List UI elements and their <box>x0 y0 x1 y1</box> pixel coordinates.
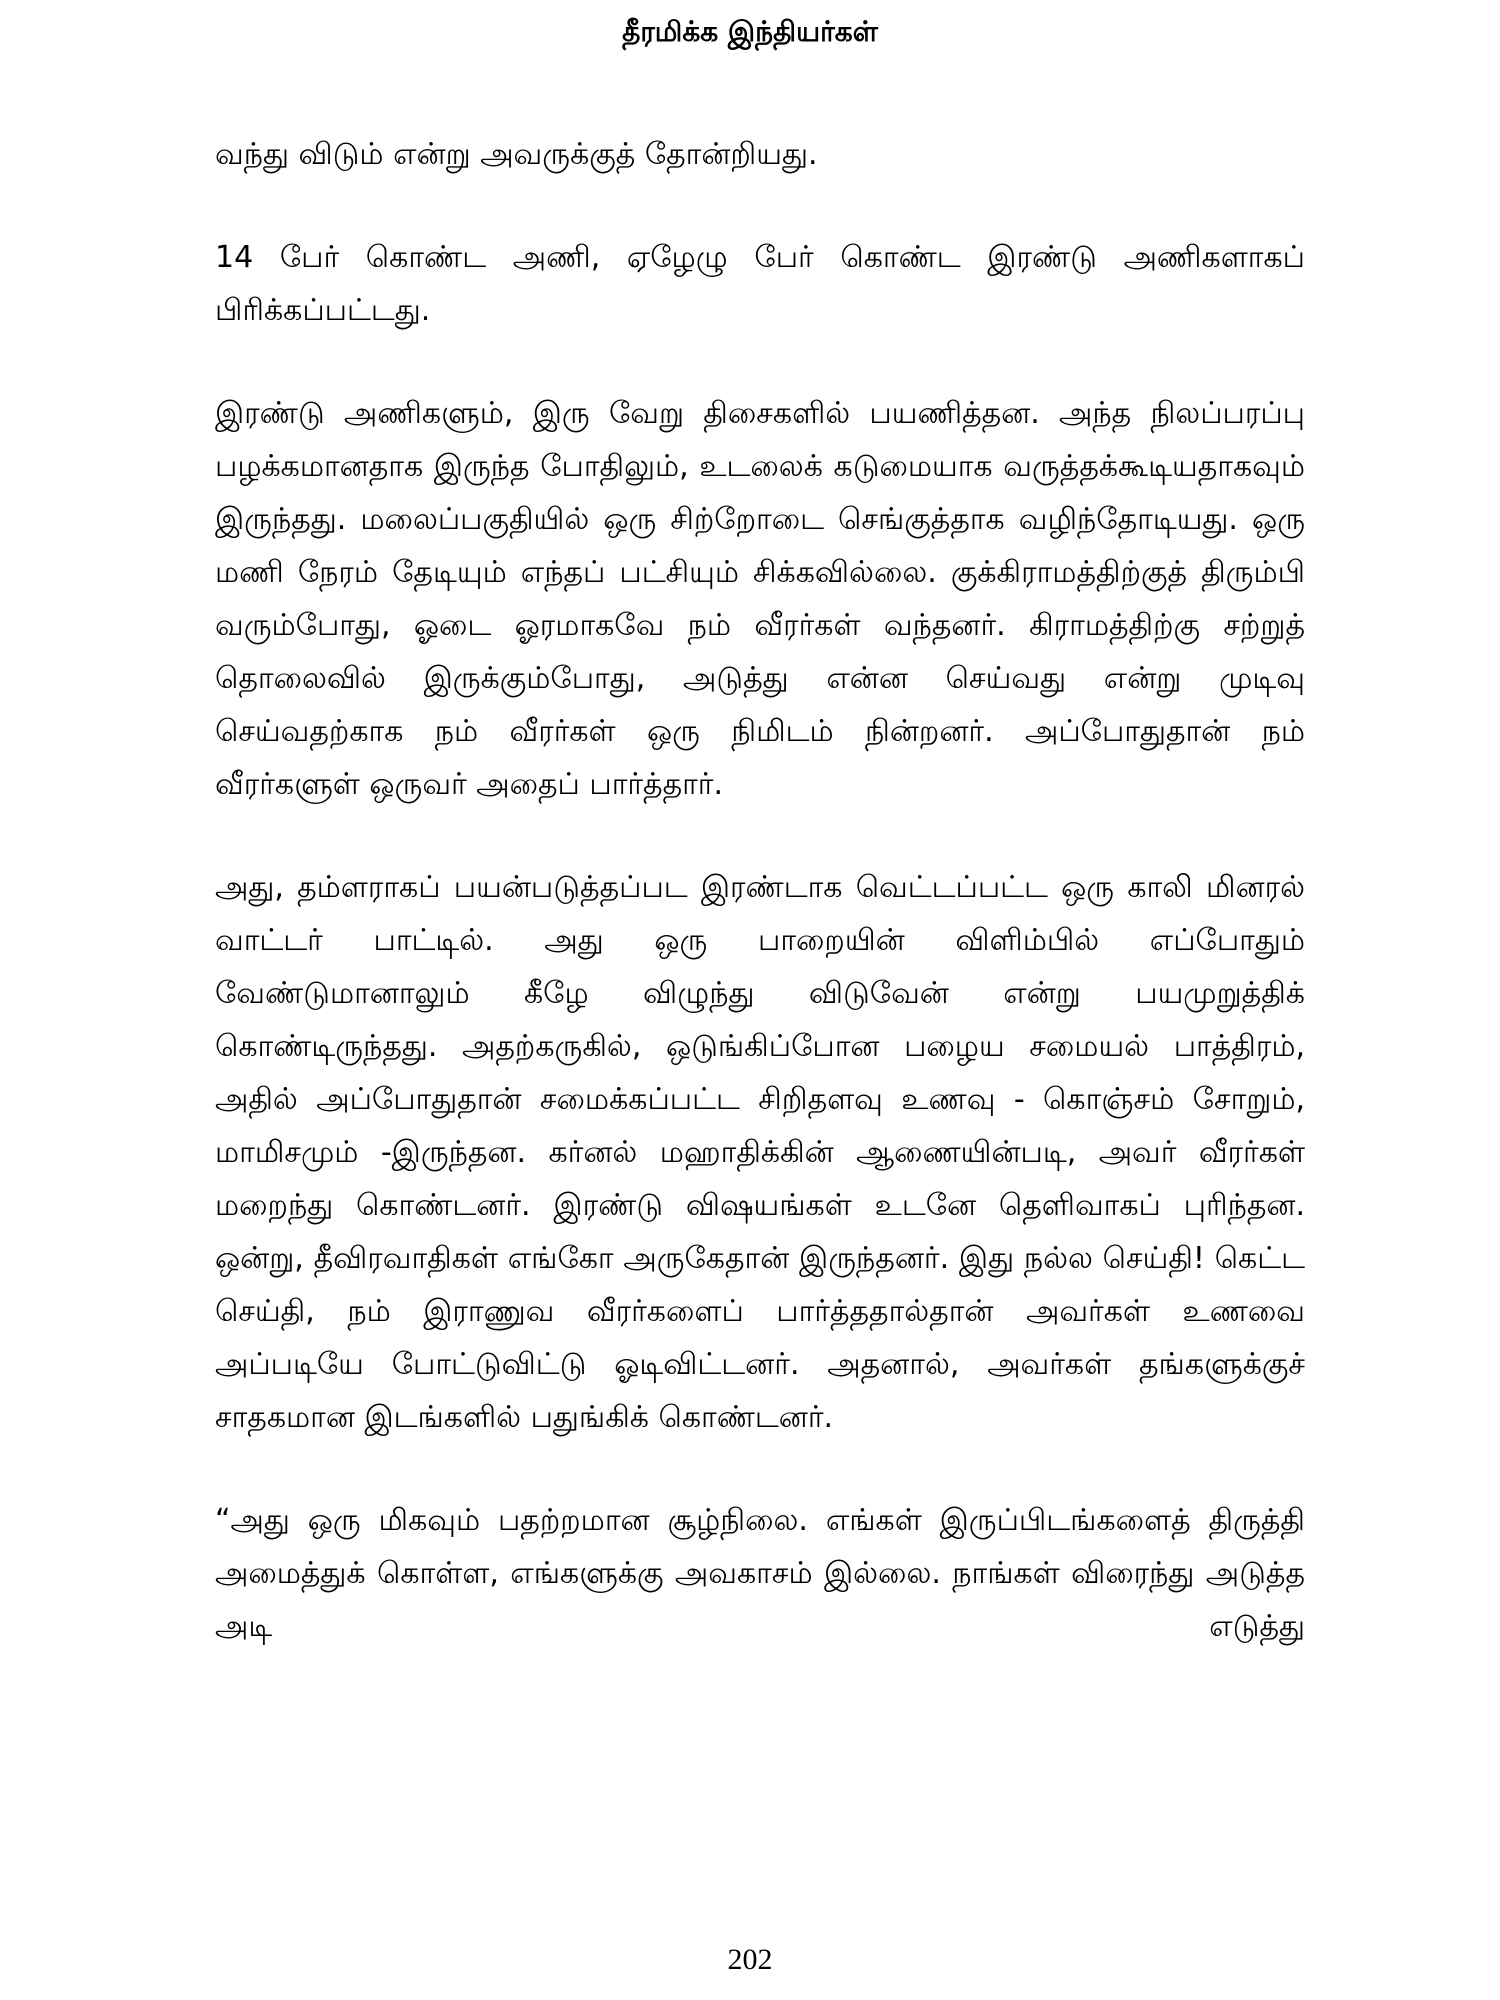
page-number: 202 <box>727 1943 773 1976</box>
paragraph: வந்து விடும் என்று அவருக்குத் தோன்றியது. <box>215 137 818 172</box>
running-header-title: தீரமிக்க இந்தியர்கள் <box>622 15 878 48</box>
paragraph: அது, தம்ளராகப் பயன்படுத்தப்பட இரண்டாக வெட்டப்பட்ட ஒரு காலி மினரல் வாட்டர் பாட்டில். அது ஒரு பாறையின் விளிம்பில் எப்போதும் வேண்டுமானாலும் கீழே விழுந்து விடுவேன் என்று பயமுறுத்திக் கொண்டிருந்தது. அதற்கருகில், ஒடுங்கிப்போன பழைய சமையல் பாத்திரம், அதில் அப்போதுதான் சமைக்கப்பட்ட சிறிதளவு உணவு - கொஞ்சம் சோறும், மாமிசமும் -இருந்தன. கர்னல் மஹாதிக்கின் ஆணையின்படி, அவர் வீரர்கள் மறைந்து கொண்டனர். இரண்டு விஷயங்கள் உடனே தெளிவாகப் புரிந்தன. ஒன்று, தீவிரவாதிகள் எங்கோ அருகேதான் இருந்தனர். இது நல்ல செய்தி! கெட்ட செய்தி, நம் இராணுவ வீரர்களைப் பார்த்ததால்தான் அவர்கள் உணவை அப்படியே போட்டுவிட்டு ஓடிவிட்டனர். அதனால், அவர்கள் தங்களுக்குச் சாதகமான இடங்களில் பதுங்கிக் கொண்டனர். <box>215 870 1305 1435</box>
paragraph: இரண்டு அணிகளும், இரு வேறு திசைகளில் பயணித்தன. அந்த நிலப்பரப்பு பழக்கமானதாக இருந்த போதிலும், உடலைக் கடுமையாக வருத்தக்கூடியதாகவும் இருந்தது. மலைப்பகுதியில் ஒரு சிற்றோடை செங்குத்தாக வழிந்தோடியது. ஒரு மணி நேரம் தேடியும் எந்தப் பட்சியும் சிக்கவில்லை. குக்கிராமத்திற்குத் திரும்பி வரும்போது, ஓடை ஓரமாகவே நம் வீரர்கள் வந்தனர். கிராமத்திற்கு சற்றுத் தொலைவில் இருக்கும்போது, அடுத்து என்ன செய்வது என்று முடிவு செய்வதற்காக நம் வீரர்கள் ஒரு நிமிடம் நின்றனர். அப்போதுதான் நம் வீரர்களுள் ஒருவர் அதைப் பார்த்தார். <box>215 396 1305 802</box>
body-text <box>215 128 1305 1653</box>
paragraph: 14 பேர் கொண்ட அணி, ஏழேழு பேர் கொண்ட இரண்டு அணிகளாகப் பிரிக்கப்பட்டது. <box>215 240 1305 328</box>
paragraph: “அது ஒரு மிகவும் பதற்றமான சூழ்நிலை. எங்கள் இருப்பிடங்களைத் திருத்தி அமைத்துக் கொள்ள, எங்களுக்கு அவகாசம் இல்லை. நாங்கள் விரைந்து அடுத்த அடி எடுத்து <box>215 1503 1305 1644</box>
